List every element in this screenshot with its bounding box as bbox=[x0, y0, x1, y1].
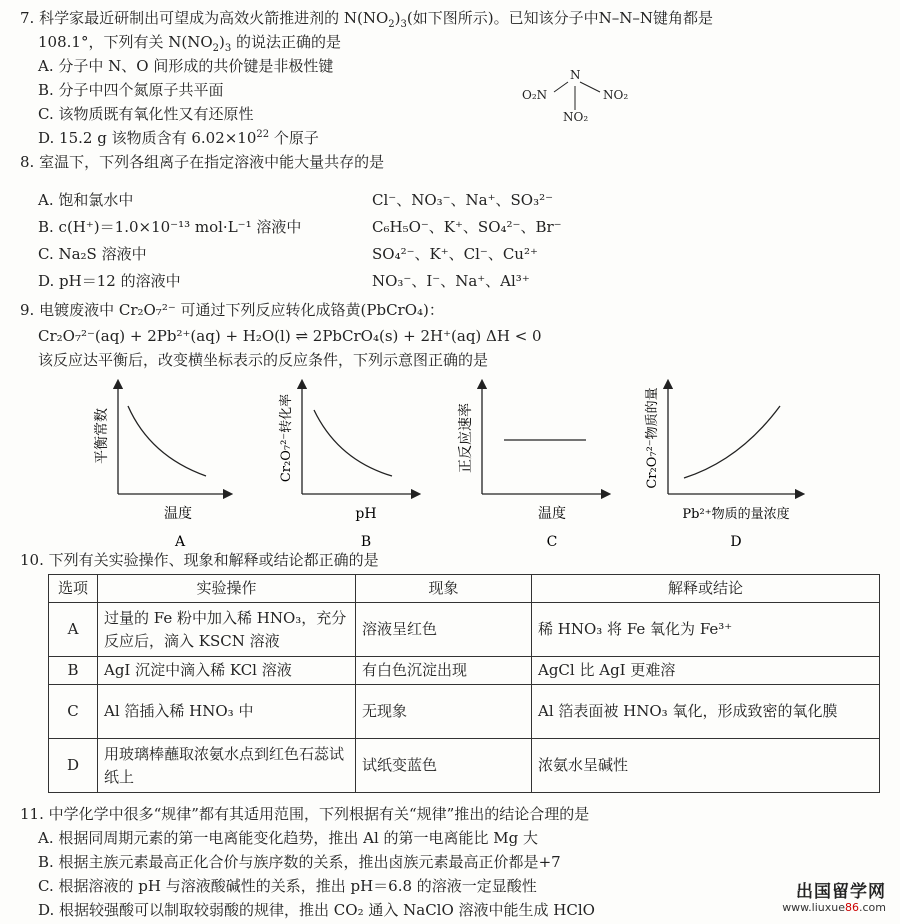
graph-c-ylabel: 正反应速率 bbox=[458, 403, 474, 473]
graph-d-letter: D bbox=[730, 534, 742, 550]
table-cell-phenomenon: 试纸变蓝色 bbox=[356, 739, 532, 793]
q8-option-a-ions: Cl⁻、NO₃⁻、Na⁺、SO₃²⁻ bbox=[372, 191, 554, 209]
table-cell-conclusion: 稀 HNO₃ 将 Fe 氧化为 Fe³⁺ bbox=[532, 603, 880, 657]
table-header-row bbox=[49, 575, 880, 603]
graph-d-curve bbox=[684, 406, 780, 478]
graph-b-curve bbox=[314, 410, 392, 476]
q9-graphs bbox=[0, 376, 900, 552]
q8-option-c-ions: SO₄²⁻、K⁺、Cl⁻、Cu²⁺ bbox=[372, 245, 538, 263]
graph-b-xlabel: pH bbox=[355, 506, 377, 522]
molecule-bottom-group: NO₂ bbox=[563, 110, 589, 124]
table-cell-operation: 过量的 Fe 粉中加入稀 HNO₃，充分反应后，滴入 KSCN 溶液 bbox=[98, 603, 356, 657]
q11-stem: 11. 中学化学中很多“规律”都有其适用范围，下列根据有关“规律”推出的结论合理的是 bbox=[20, 805, 590, 823]
q11-option-c: C. 根据溶液的 pH 与溶液酸碱性的关系，推出 pH＝6.8 的溶液一定显酸性 bbox=[38, 877, 537, 895]
watermark-url: www.liuxue86.com bbox=[782, 901, 886, 914]
table-header-phenomenon: 现象 bbox=[356, 575, 532, 603]
table-row bbox=[49, 685, 880, 739]
graph-b-ylabel: Cr₂O₇²⁻转化率 bbox=[279, 393, 294, 483]
table-cell-option: B bbox=[49, 657, 98, 685]
molecule-bonds bbox=[540, 74, 620, 114]
graph-b bbox=[279, 384, 416, 550]
q7-stem-line1: 7. 科学家最近研制出可望成为高效火箭推进剂的 $N(NO_2)_3$(如下图所示)。已知该分子中N–N–N键角都是 bbox=[20, 9, 713, 30]
table-row bbox=[49, 657, 880, 685]
graph-b-letter: B bbox=[360, 534, 372, 550]
graph-c bbox=[457, 384, 606, 550]
table-cell-operation: Al 箔插入稀 HNO₃ 中 bbox=[98, 685, 356, 739]
table-cell-option: C bbox=[49, 685, 98, 739]
q8-option-b-condition: B. c(H⁺)＝1.0×10⁻¹³ mol·L⁻¹ 溶液中 bbox=[38, 218, 302, 236]
table-cell-operation: 用玻璃棒蘸取浓氨水点到红色石蕊试纸上 bbox=[98, 739, 356, 793]
q7-option-d: D. 15.2 g 该物质含有 $6.02\times 10^{22}$ 个原子 bbox=[38, 129, 319, 147]
q8-option-a-condition: A. 饱和氯水中 bbox=[38, 191, 134, 209]
table-cell-operation: AgI 沉淀中滴入稀 KCl 溶液 bbox=[98, 657, 356, 685]
table-cell-option: D bbox=[49, 739, 98, 793]
q11-option-b: B. 根据主族元素最高正化合价与族序数的关系，推出卤族元素最高正价都是+7 bbox=[38, 853, 561, 871]
table-cell-conclusion: AgCl 比 AgI 更难溶 bbox=[532, 657, 880, 685]
molecule-left-group: O₂N bbox=[522, 88, 548, 102]
table-cell-conclusion: 浓氨水呈碱性 bbox=[532, 739, 880, 793]
q11-option-d: D. 根据较强酸可以制取较弱酸的规律，推出 CO₂ 通入 NaClO 溶液中能生成 HClO bbox=[38, 901, 595, 919]
q7-stem-line2: 108.1°，下列有关 $N(NO_2)_3$ 的说法正确的是 bbox=[38, 33, 342, 54]
molecule-right-group: NO₂ bbox=[603, 88, 629, 102]
graph-a-xlabel: 温度 bbox=[164, 506, 192, 522]
table-cell-conclusion: Al 箔表面被 HNO₃ 氧化，形成致密的氧化膜 bbox=[532, 685, 880, 739]
q10-table bbox=[48, 574, 880, 793]
table-cell-option: A bbox=[49, 603, 98, 657]
table-cell-phenomenon: 无现象 bbox=[356, 685, 532, 739]
graph-d bbox=[644, 384, 800, 550]
q9-equation: Cr₂O₇²⁻(aq) + 2Pb²⁺(aq) + H₂O(l) ⇌ 2PbCrO₄(s) + 2H⁺(aq) ΔH < 0 bbox=[38, 327, 542, 345]
watermark-name: 出国留学网 bbox=[796, 882, 886, 902]
q9-stem: 9. 电镀废液中 Cr₂O₇²⁻ 可通过下列反应转化成铬黄(PbCrO₄)： bbox=[20, 301, 444, 319]
graph-a-letter: A bbox=[174, 534, 186, 550]
table-cell-phenomenon: 有白色沉淀出现 bbox=[356, 657, 532, 685]
q7-option-a: A. 分子中 N、O 间形成的共价键是非极性键 bbox=[38, 57, 334, 75]
site-watermark bbox=[782, 884, 886, 916]
graph-d-xlabel: Pb²⁺物质的量浓度 bbox=[682, 507, 790, 522]
molecule-center-n: N bbox=[570, 68, 581, 82]
q7-option-c: C. 该物质既有氧化性又有还原性 bbox=[38, 105, 254, 123]
graph-c-xlabel: 温度 bbox=[538, 506, 566, 522]
q8-option-d-condition: D. pH＝12 的溶液中 bbox=[38, 272, 181, 290]
graph-a-ylabel: 平衡常数 bbox=[94, 408, 110, 464]
graph-a bbox=[93, 384, 228, 550]
graph-c-letter: C bbox=[546, 534, 558, 550]
q8-option-d-ions: NO₃⁻、I⁻、Na⁺、Al³⁺ bbox=[372, 272, 530, 290]
q9-stem-line3: 该反应达平衡后，改变横坐标表示的反应条件，下列示意图正确的是 bbox=[38, 351, 489, 369]
table-row bbox=[49, 603, 880, 657]
graph-a-curve bbox=[128, 406, 206, 476]
q11-option-a: A. 根据同周期元素的第一电离能变化趋势，推出 Al 的第一电离能比 Mg 大 bbox=[38, 829, 539, 847]
q8-stem: 8. 室温下，下列各组离子在指定溶液中能大量共存的是 bbox=[20, 153, 385, 171]
table-header-option: 选项 bbox=[49, 575, 98, 603]
q10-stem: 10. 下列有关实验操作、现象和解释或结论都正确的是 bbox=[20, 551, 379, 569]
q8-option-b-ions: C₆H₅O⁻、K⁺、SO₄²⁻、Br⁻ bbox=[372, 218, 562, 236]
table-cell-phenomenon: 溶液呈红色 bbox=[356, 603, 532, 657]
q8-option-c-condition: C. Na₂S 溶液中 bbox=[38, 245, 147, 263]
q7-option-b: B. 分子中四个氮原子共平面 bbox=[38, 81, 224, 99]
table-header-conclusion: 解释或结论 bbox=[532, 575, 880, 603]
table-row bbox=[49, 739, 880, 793]
table-header-operation: 实验操作 bbox=[98, 575, 356, 603]
graph-d-ylabel: Cr₂O₇²⁻物质的量 bbox=[645, 387, 660, 489]
